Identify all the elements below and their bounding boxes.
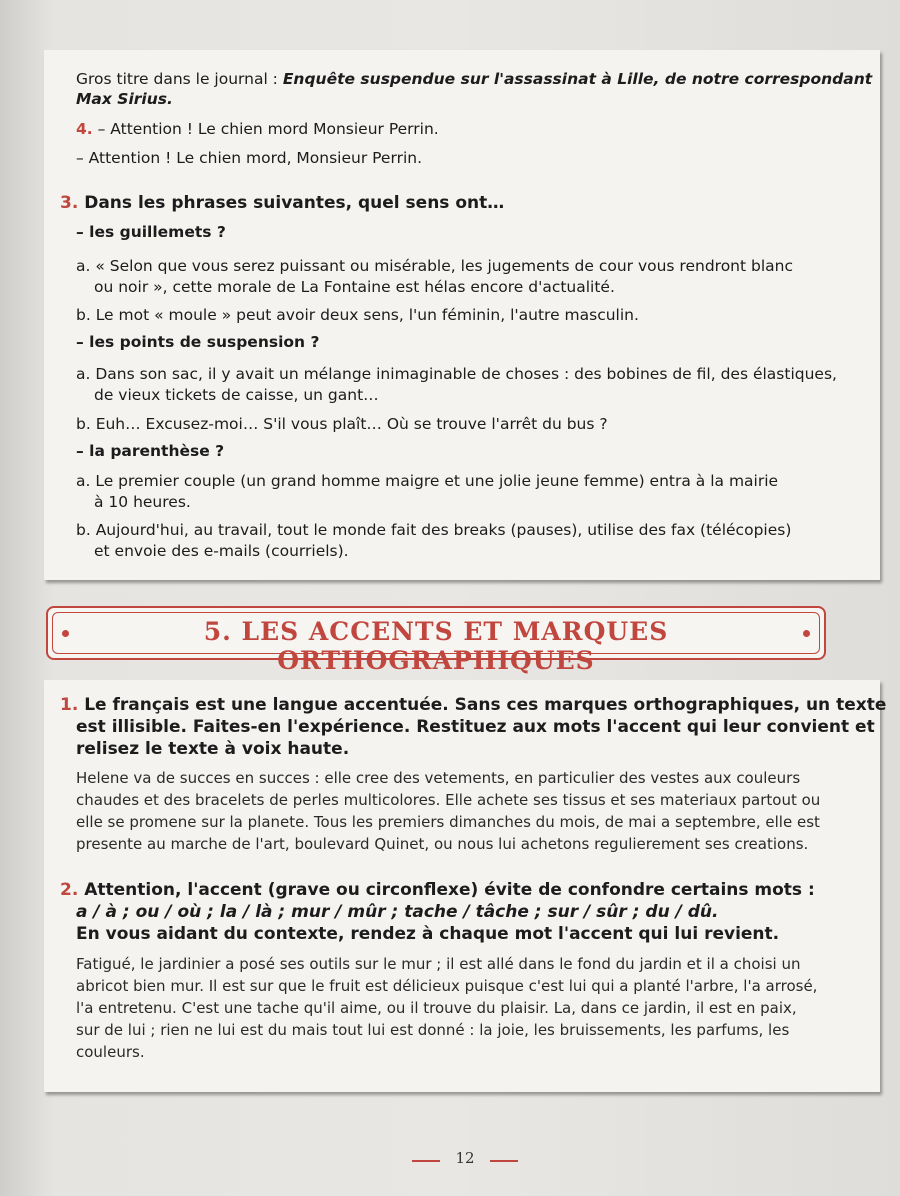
question-1-text: Le français est une langue accentuée. Sans ces marques orthographiques, un texte	[78, 695, 887, 715]
item-4-line-1	[76, 118, 439, 140]
question-1-line-3: relisez le texte à voix haute.	[76, 739, 350, 759]
headline-label: Gros titre dans le journal :	[76, 70, 283, 88]
item-4-text: – Attention ! Le chien mord Monsieur Perrin.	[92, 120, 439, 138]
text-2-line-5: couleurs.	[76, 1043, 145, 1061]
exercise-box-punctuation	[44, 50, 880, 580]
subheading-guillemets: – les guillemets ?	[76, 223, 226, 241]
question-2-word-pairs: a / à ; ou / où ; la / là ; mur / mûr ; tache / tâche ; sur / sûr ; du / dû.	[76, 902, 719, 922]
text-2-line-2: abricot bien mur. Il est sur que le fruit est délicieux puisque c'est lui qui a planté l'arbre, l'a arrosé,	[76, 977, 818, 995]
question-2-line-1	[60, 879, 815, 901]
suspension-a-line-1: a. Dans son sac, il y avait un mélange inimaginable de choses : des bobines de fil, des élastiques,	[76, 365, 837, 383]
text-1-line-2: chaudes et des bracelets de perles multicolores. Elle achete ses tissus et ses materiaux partout ou	[76, 791, 821, 809]
suspension-a-line-2: de vieux tickets de caisse, un gant…	[94, 386, 379, 404]
question-1-line-2: est illisible. Faites-en l'expérience. Restituez aux mots l'accent qui leur convient et	[76, 717, 875, 737]
question-3-number: 3.	[60, 193, 79, 213]
text-1-line-1: Helene va de succes en succes : elle cree des vetements, en particulier des vestes aux couleurs	[76, 769, 801, 787]
question-2-number: 2.	[60, 880, 79, 900]
text-2-line-3: l'a entretenu. C'est une tache qu'il aime, ou il trouve du plaisir. La, dans ce jardin, il est en paix,	[76, 999, 797, 1017]
parenthese-b-line-2: et envoie des e-mails (courriels).	[94, 542, 349, 560]
section-title: 5. LES ACCENTS ET MARQUES ORTHOGRAPHIQUES	[203, 617, 669, 675]
question-1-line-1	[60, 694, 886, 716]
subheading-parenthese: – la parenthèse ?	[76, 442, 225, 460]
text-2-line-1: Fatigué, le jardinier a posé ses outils sur le mur ; il est allé dans le fond du jardin et il a choisi un	[76, 955, 801, 973]
text-1-line-4: presente au marche de l'art, boulevard Quinet, ou nous lui achetons regulierement ses creations.	[76, 835, 809, 853]
text-2-line-4: sur de lui ; rien ne lui est du mais tout lui est donné : la joie, les bruissements, les parfums, les	[76, 1021, 790, 1039]
item-4-line-2: – Attention ! Le chien mord, Monsieur Perrin.	[76, 149, 423, 167]
guillemets-a-line-1: a. « Selon que vous serez puissant ou misérable, les jugements de cour vous rendront blanc	[76, 257, 793, 275]
guillemets-a-line-2: ou noir », cette morale de La Fontaine est hélas encore d'actualité.	[94, 278, 615, 296]
guillemets-b: b. Le mot « moule » peut avoir deux sens, l'un féminin, l'autre masculin.	[76, 306, 639, 324]
footer-dash-left	[412, 1160, 440, 1162]
item-4-number: 4.	[76, 120, 93, 138]
headline-text-2: Max Sirius.	[76, 90, 173, 108]
parenthese-a-line-1: a. Le premier couple (un grand homme maigre et une jolie jeune femme) entra à la mairie	[76, 472, 779, 490]
page-number: 12	[455, 1149, 475, 1167]
headline-text: Enquête suspendue sur l'assassinat à Lille, de notre correspondant	[282, 70, 873, 88]
parenthese-a-line-2: à 10 heures.	[94, 493, 191, 511]
footer-dash-right	[490, 1160, 518, 1162]
exercise-box-accents	[44, 680, 887, 1092]
question-2-text: Attention, l'accent (grave ou circonflexe) évite de confondre certains mots :	[78, 880, 815, 900]
section-banner	[46, 606, 826, 675]
parenthese-b-line-1: b. Aujourd'hui, au travail, tout le monde fait des breaks (pauses), utilise des fax (télécopies)	[76, 521, 792, 539]
question-1-number: 1.	[60, 695, 79, 715]
question-3	[60, 192, 504, 214]
headline-line	[76, 68, 872, 90]
question-2-line-3: En vous aidant du contexte, rendez à chaque mot l'accent qui lui revient.	[76, 924, 780, 944]
subheading-suspension: – les points de suspension ?	[76, 333, 320, 351]
suspension-b: b. Euh… Excusez-moi… S'il vous plaît… Où se trouve l'arrêt du bus ?	[76, 415, 608, 433]
text-1-line-3: elle se promene sur la planete. Tous les premiers dimanches du mois, de mai a septembre, elle est	[76, 813, 820, 831]
question-3-text: Dans les phrases suivantes, quel sens ont…	[78, 193, 505, 213]
